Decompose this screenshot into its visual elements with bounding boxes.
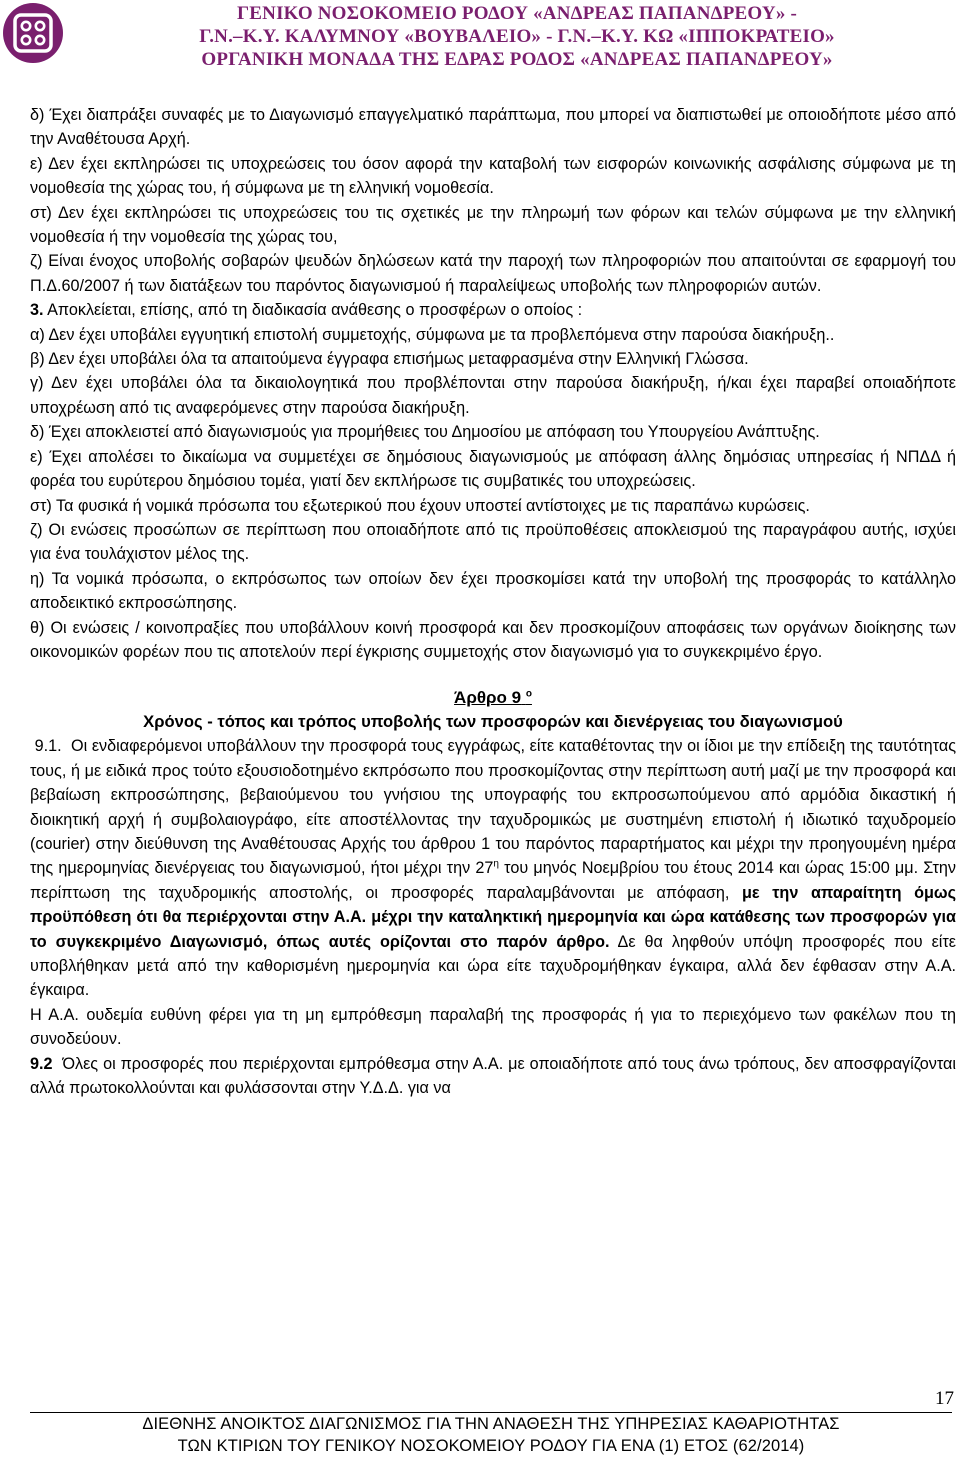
exclusion-item-h: η) Τα νομικά πρόσωπα, ο εκπρόσωπος των οποίων δεν έχει προσκομίσει κατά την υποβολή της προσφοράς το κατάλληλο αποδεικτικό εκπροσώπησης. xyxy=(30,569,956,613)
page-number: 17 xyxy=(935,1388,954,1409)
paragraph-z: ζ) Είναι ένοχος υποβολής σοβαρών ψευδών δηλώσεων κατά την παροχή των πληροφοριών που απαιτούνται σε εφαρμογή του Π.Δ.60/2007 ή των διατάξεων του παρόντος διαγωνισμού ή παραλείψεως υποβολής των πληροφοριών αυτών. xyxy=(30,252,956,295)
exclusion-item-th: θ) Οι ενώσεις / κοινοπραξίες που υποβάλλουν κοινή προσφορά και δεν προσκομίζουν αποφάσεις των οργάνων διοίκησης των οικονομικών φορέων που τις αποτελούν περί έγκρισης συμμετοχής στον διαγωνισμό για το συγκεκριμένο έργο. xyxy=(30,618,956,661)
exclusion-item-c: γ) Δεν έχει υποβάλει όλα τα δικαιολογητικά που προβλέπονται στην παρούσα διακήρυξη, ή/και έχει παραβεί οποιαδήποτε υποχρέωση από τις αναφερόμενες στην παρούσα διακήρυξη. xyxy=(30,374,956,417)
section-3-number: 3. xyxy=(30,301,44,320)
section-3-intro xyxy=(30,298,956,322)
article-heading xyxy=(30,686,956,710)
paragraph-9-2 xyxy=(30,1052,956,1101)
document-header xyxy=(0,0,960,78)
paragraph-9-2-number: 9.2 xyxy=(30,1054,53,1073)
footer-line-2: ΤΩΝ ΚΤΙΡΙΩΝ ΤΟΥ ΓΕΝΙΚΟΥ ΝΟΣΟΚΟΜΕΙΟΥ ΡΟΔΟΥ ΓΙΑ ΕΝΑ (1) ΕΤΟΣ (62/2014) xyxy=(177,1437,805,1455)
exclusion-item-d: δ) Έχει αποκλειστεί από διαγωνισμούς για προμήθειες του Δημοσίου με απόφαση του Υπουργείου Ανάπτυξης. xyxy=(30,423,820,442)
hospital-logo-icon xyxy=(2,2,64,64)
exclusion-item-a: α) Δεν έχει υποβάλει εγγυητική επιστολή συμμετοχής, σύμφωνα με τα προβλεπόμενα στην παρούσα διακήρυξη.. xyxy=(30,325,835,344)
document-body xyxy=(30,103,956,1100)
exclusion-item-b: β) Δεν έχει υποβάλει όλα τα απαιτούμενα έγγραφα επισήμως μεταφρασμένα στην Ελληνική Γλώσσα. xyxy=(30,350,749,369)
article-title-superscript: ο xyxy=(525,688,532,700)
section-3-intro-text: Αποκλείεται, επίσης, από τη διαδικασία ανάθεσης ο προσφέρων ο οποίος : xyxy=(47,301,583,320)
exclusion-item-st: στ) Τα φυσικά ή νομικά πρόσωπα του εξωτερικού που έχουν υποστεί αντίστοιχες με τις παραπάνω κυρώσεις. xyxy=(30,496,810,515)
exclusion-item-z: ζ) Οι ενώσεις προσώπων σε περίπτωση που οποιαδήποτε από τις προϋποθέσεις αποκλεισμού της παραγράφου αυτής, ισχύει για ένα τουλάχιστον μέλος της. xyxy=(30,520,956,564)
paragraph-9-1-part-1: Οι ενδιαφερόμενοι υποβάλλουν την προσφορά τους εγγράφως, είτε καταθέτοντας την οι ίδιοι με την επίδειξη της ταυτότητας τους, ή με ειδικά προς τούτο εξουσιοδοτημένο εκπρόσωπο που προσκομίζοντας στην περίπτωση αυτή μαζί με την προσφορά και βεβαίωση εκπροσώπησης, βεβαιούμενου του γνήσιου της υπογραφής του εκπροσωπούμενου από αρμόδια δικαστική ή διοικητική αρχή ή συμβολαιογράφο, είτε αποστέλλοντας την ταχυδρομικώς με συστημένη επιστολή ή ιδιωτικό ταχυδρομείο (courier) στην διεύθυνση της Αναθέτουσας Αρχής του άρθρου 1 του παρόντος παραρτήματος και μέχρι την προηγουμένη ημέρα της ημερομηνίας διενέργειας του διαγωνισμού, ήτοι μέχρι την 27 xyxy=(30,737,956,878)
paragraph-9-1-part-2: του μηνός Νοεμβρίου του έτους 2014 και ώρας 15:00 μμ. Στην περίπτωση της ταχυδρομικής αποστολής, οι προσφορές παραλαμβάνονται με απόφαση, xyxy=(30,859,956,902)
exclusion-item-e: ε) Έχει απολέσει το δικαίωμα να συμμετέχει σε δημόσιους διαγωνισμούς με απόφαση άλλης δημόσιας υπηρεσίας ή ΝΠΔΔ ή φορέα του ευρύτερου δημόσιου τομέα, γιατί δεν εκπλήρωσε τις συμβατικές του υποχρεώσεις. xyxy=(30,447,956,491)
header-line-2: Γ.Ν.–Κ.Υ. ΚΑΛΥΜΝΟΥ «ΒΟΥΒΑΛΕΙΟ» - Γ.Ν.–Κ.Υ. ΚΩ «ΙΠΠΟΚΡΑΤΕΙΟ» xyxy=(199,26,835,47)
article-subtitle: Χρόνος - τόπος και τρόπος υποβολής των προσφορών και διενέργειας του διαγωνισμού xyxy=(143,712,843,732)
paragraph-9-1-bold: με την απαραίτητη όμως προϋπόθεση ότι θα περιέρχονται στην Α.Α. μέχρι την καταληκτική ημερομηνία και ώρα κατάθεσης των προσφορών για το συγκεκριμένο Διαγωνισμό, όπως αυτές ορίζονται στο παρόν άρθρο. xyxy=(30,883,956,951)
header-title xyxy=(74,2,960,71)
paragraph-e: ε) Δεν έχει εκπληρώσει τις υποχρεώσεις του όσον αφορά την καταβολή των εισφορών κοινωνικής ασφάλισης σύμφωνα με τη νομοθεσία της χώρας του, ή σύμφωνα με τη ελληνική νομοθεσία. xyxy=(30,154,956,198)
header-line-3: ΟΡΓΑΝΙΚΗ ΜΟΝΑΔΑ ΤΗΣ ΕΔΡΑΣ ΡΟΔΟΣ «ΑΝΔΡΕΑΣ ΠΑΠΑΝΔΡΕΟΥ» xyxy=(201,49,833,70)
paragraph-st: στ) Δεν έχει εκπληρώσει τις υποχρεώσεις του τις σχετικές με την πληρωμή των φόρων και τελών σύμφωνα με την ελληνική νομοθεσία ή την νομοθεσία της χώρας του, xyxy=(30,203,956,247)
date-superscript: η xyxy=(493,858,499,870)
footer-line-1: ΔΙΕΘΝΗΣ ΑΝΟΙΚΤΟΣ ΔΙΑΓΩΝΙΣΜΟΣ ΓΙΑ ΤΗΝ ΑΝΑΘΕΣΗ ΤΗΣ ΥΠΗΡΕΣΙΑΣ ΚΑΘΑΡΙΟΤΗΤΑΣ xyxy=(142,1415,840,1433)
header-line-1: ΓΕΝΙΚΟ ΝΟΣΟΚΟΜΕΙΟ ΡΟΔΟΥ «ΑΝΔΡΕΑΣ ΠΑΠΑΝΔΡΕΟΥ» - xyxy=(236,3,797,24)
paragraph-9-1-number: 9.1. xyxy=(34,737,62,756)
article-title: Άρθρο 9 xyxy=(454,688,522,708)
liability-paragraph: Η Α.Α. ουδεμία ευθύνη φέρει για τη μη εμπρόθεσμη παραλαβή της προσφοράς ή για το περιεχόμενο των φακέλων που τη συνοδεύουν. xyxy=(30,1005,956,1049)
paragraph-9-1 xyxy=(30,734,956,1002)
paragraph-9-2-text: Όλες οι προσφορές που περιέρχονται εμπρόθεσμα στην Α.Α. με οποιαδήποτε από τους άνω τρόπους, δεν αποσφραγίζονται αλλά πρωτοκολλούνται και φυλάσσονται στην Υ.Δ.Δ. για να xyxy=(30,1054,957,1098)
paragraph-d: δ) Έχει διαπράξει συναφές με το Διαγωνισμό επαγγελματικό παράπτωμα, που μπορεί να διαπιστωθεί με οποιοδήποτε μέσο από την Αναθέτουσα Αρχή. xyxy=(30,106,956,149)
document-footer xyxy=(30,1413,952,1457)
paragraph-9-1-part-3: Δε θα ληφθούν υπόψη προσφορές που είτε υποβλήθηκαν μετά από την καθορισμένη ημερομηνία και ώρα είτε ταχυδρομήθηκαν έγκαιρα, αλλά δεν έφθασαν στην Α.Α. έγκαιρα. xyxy=(30,932,956,1000)
